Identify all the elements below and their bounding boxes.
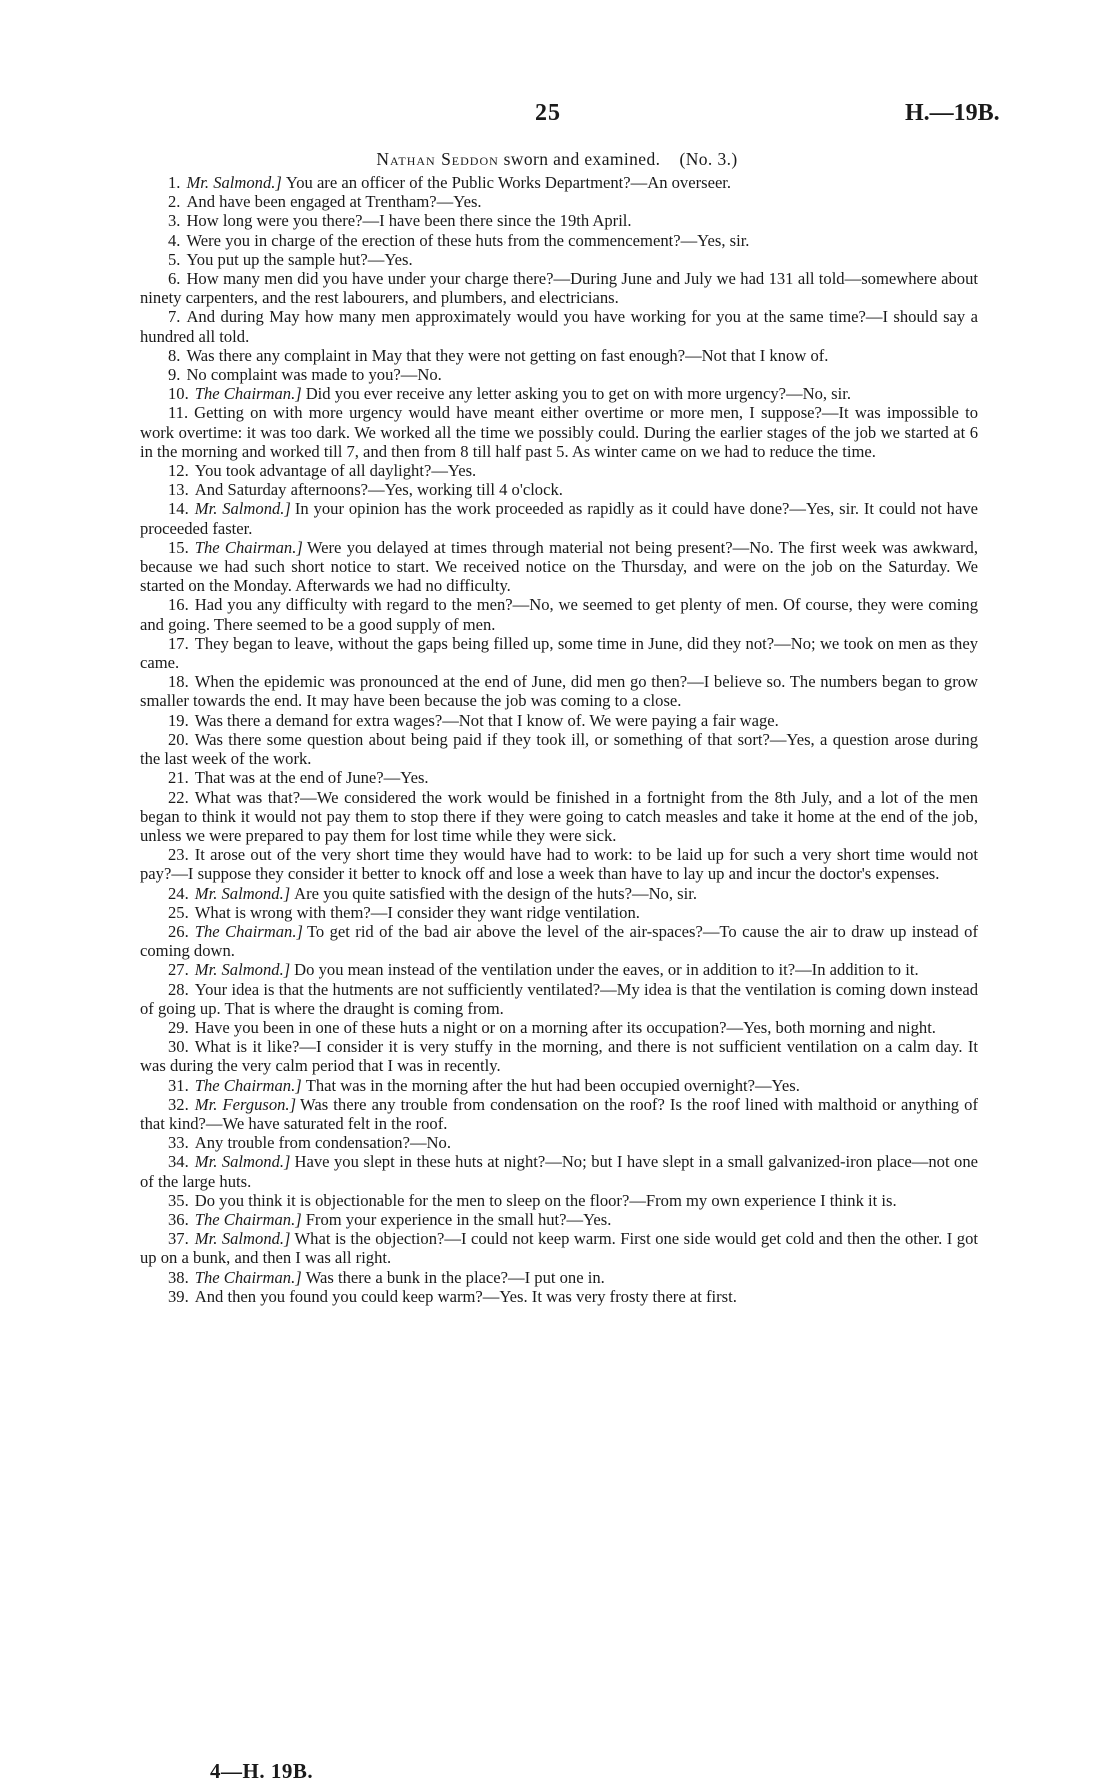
question-text: From your experience in the small hut?—Yes.	[305, 1209, 612, 1229]
speaker-name: Mr. Ferguson.]	[194, 1094, 297, 1114]
question-text: That was at the end of June?—Yes.	[194, 768, 429, 788]
question-paragraph	[140, 384, 978, 403]
question-paragraph	[140, 768, 978, 787]
question-text: You are an officer of the Public Works Department?—An overseer.	[285, 173, 732, 192]
question-number: 24.	[168, 883, 189, 903]
question-number: 33.	[168, 1133, 189, 1153]
question-paragraph	[140, 499, 978, 537]
speaker-name: The Chairman.]	[194, 921, 303, 941]
question-paragraph	[140, 903, 978, 922]
question-number: 5.	[168, 249, 181, 269]
witness-heading	[0, 149, 1114, 170]
question-paragraph	[140, 538, 978, 596]
question-paragraph	[140, 461, 978, 480]
question-text: Are you quite satisfied with the design of the huts?—No, sir.	[294, 883, 697, 903]
question-number: 16.	[168, 595, 189, 615]
question-text: And have been engaged at Trentham?—Yes.	[186, 192, 482, 212]
question-text: And then you found you could keep warm?—Yes. It was very frosty there at first.	[194, 1286, 737, 1306]
question-text: And Saturday afternoons?—Yes, working till 4 o'clock.	[194, 480, 563, 500]
question-number: 21.	[168, 768, 189, 788]
question-paragraph	[140, 1018, 978, 1037]
question-paragraph	[140, 211, 978, 230]
question-number: 13.	[168, 480, 189, 500]
speaker-name: Mr. Salmond.]	[194, 499, 291, 519]
question-text: Were you delayed at times through material not being present?—No. The first week was awkward, because we had such short notice to start. We received notice on the Thursday, and were on the job on the Saturday. We started on the Monday. Afterwards we had no difficulty.	[140, 537, 978, 596]
question-text: What is wrong with them?—I consider they want ridge ventilation.	[194, 902, 640, 922]
question-text: Do you mean instead of the ventilation under the eaves, or in addition to it?—In addition to it.	[294, 960, 919, 980]
speaker-name: Mr. Salmond.]	[194, 1152, 291, 1172]
question-text: In your opinion has the work proceeded as rapidly as it could have done?—Yes, sir. It could not have proceeded faster.	[140, 499, 978, 538]
question-number: 34.	[168, 1152, 189, 1172]
question-paragraph	[140, 711, 978, 730]
question-number: 10.	[168, 384, 189, 404]
question-text: Was there some question about being paid if they took ill, or something of that sort?—Yes, a question arose during the last week of the work.	[140, 729, 978, 769]
question-number: 29.	[168, 1017, 189, 1037]
question-number: 1.	[168, 173, 181, 192]
speaker-name: The Chairman.]	[194, 1075, 302, 1095]
page-number: 25	[535, 100, 561, 126]
question-text: Have you been in one of these huts a night or on a morning after its occupation?—Yes, both morning and night.	[194, 1017, 936, 1037]
question-paragraph	[140, 231, 978, 250]
question-number: 38.	[168, 1267, 189, 1287]
question-text: When the epidemic was pronounced at the end of June, did men go then?—I believe so. The numbers began to grow smaller towards the end. It may have been because the job was coming to a close.	[140, 672, 978, 711]
question-text: No complaint was made to you?—No.	[186, 365, 442, 385]
speaker-name: Mr. Salmond.]	[194, 960, 291, 980]
question-number: 30.	[168, 1037, 189, 1057]
question-text: To get rid of the bad air above the level of the air-spaces?—To cause the air to draw up instead of coming down.	[140, 921, 978, 961]
question-paragraph	[140, 480, 978, 499]
question-paragraph	[140, 1076, 978, 1095]
question-paragraph	[140, 1037, 978, 1075]
question-text: Did you ever receive any letter asking you to get on with more urgency?—No, sir.	[305, 384, 851, 404]
question-text: Had you any difficulty with regard to the men?—No, we seemed to get plenty of men. Of course, they were coming and going. There seemed to be a good supply of men.	[140, 595, 978, 634]
question-number: 36.	[168, 1209, 189, 1229]
question-text: It arose out of the very short time they would have had to work: to be laid up for such a very short time would not pay?—I suppose they consider it better to knock off and lose a week than have to lay up and incur the doctor's expenses.	[140, 845, 978, 884]
question-text: What was that?—We considered the work would be finished in a fortnight from the 8th July, and a lot of the men began to think it would not pay them to stop there if they were going to catch measles and take it home at the end of the job, unless we were prepared to pay them for lost time while they were sick.	[140, 787, 978, 845]
question-paragraph	[140, 884, 978, 903]
question-text: Any trouble from condensation?—No.	[194, 1133, 451, 1153]
question-paragraph	[140, 672, 978, 710]
speaker-name: The Chairman.]	[194, 537, 303, 557]
question-number: 19.	[168, 710, 189, 730]
question-number: 3.	[168, 211, 181, 231]
question-number: 28.	[168, 979, 189, 999]
question-number: 17.	[168, 633, 189, 653]
question-text: What is it like?—I consider it is very stuffy in the morning, and there is not sufficient ventilation on a calm day. It was during the very calm period that I was in recently.	[140, 1037, 978, 1076]
question-paragraph	[140, 365, 978, 384]
question-paragraph	[140, 1268, 978, 1287]
witness-number: (No. 3.)	[679, 149, 738, 169]
question-number: 39.	[168, 1286, 189, 1306]
speaker-name: Mr. Salmond.]	[186, 173, 282, 192]
speaker-name: The Chairman.]	[194, 1267, 302, 1287]
question-paragraph	[140, 1095, 978, 1133]
speaker-name: Mr. Salmond.]	[194, 883, 291, 903]
witness-name: Nathan Seddon	[376, 149, 499, 169]
question-number: 6.	[168, 269, 181, 289]
question-text: How many men did you have under your charge there?—During June and July we had 131 all told—somewhere about ninety carpenters, and the rest labourers, and plumbers, and electricians.	[140, 269, 978, 308]
question-number: 32.	[168, 1094, 189, 1114]
question-text: Getting on with more urgency would have meant either overtime or more men, I suppose?—It was impossible to work overtime: it was too dark. We worked all the time we possibly could. During the earlier stages of the job we started at 6 in the morning and worked till 7, and then from 8 till half past 5. As winter came on we had to reduce the time.	[140, 403, 978, 461]
question-text: You put up the sample hut?—Yes.	[186, 249, 413, 269]
question-number: 18.	[168, 672, 189, 692]
question-paragraph	[140, 307, 978, 345]
question-paragraph	[140, 1287, 978, 1306]
speaker-name: Mr. Salmond.]	[194, 1229, 291, 1249]
question-number: 11.	[168, 403, 189, 423]
question-number: 20.	[168, 729, 189, 749]
question-paragraph	[140, 346, 978, 365]
question-paragraph	[140, 922, 978, 960]
question-paragraph	[140, 250, 978, 269]
question-text: Have you slept in these huts at night?—No; but I have slept in a small galvanized-iron place—not one of the large huts.	[140, 1152, 979, 1191]
question-text: Were you in charge of the erection of these huts from the commencement?—Yes, sir.	[186, 230, 750, 250]
question-paragraph	[140, 730, 978, 768]
document-reference: H.—19B.	[905, 100, 1000, 126]
question-number: 23.	[168, 845, 189, 865]
question-text: What is the objection?—I could not keep warm. First one side would get cold and then the other. I got up on a bunk, and then I was all right.	[140, 1229, 978, 1268]
question-text: Was there any complaint in May that they were not getting on fast enough?—Not that I know of.	[186, 345, 829, 365]
question-number: 22.	[168, 787, 189, 807]
signature-mark: 4—H. 19B.	[210, 1759, 314, 1783]
question-text: Was there a bunk in the place?—I put one in.	[305, 1267, 605, 1287]
question-text: And during May how many men approximately would you have working for you at the same time?—I should say a hundred all told.	[140, 307, 978, 346]
question-text: That was in the morning after the hut had been occupied overnight?—Yes.	[305, 1075, 800, 1095]
question-paragraph	[140, 1152, 978, 1190]
question-paragraph	[140, 634, 978, 672]
question-number: 25.	[168, 902, 189, 922]
question-paragraph	[140, 1229, 978, 1267]
question-number: 7.	[168, 307, 181, 327]
question-paragraph	[140, 845, 978, 883]
question-paragraph	[140, 595, 978, 633]
question-text: You took advantage of all daylight?—Yes.	[194, 461, 477, 481]
question-number: 26.	[168, 921, 189, 941]
examination-transcript	[140, 173, 978, 1306]
speaker-name: The Chairman.]	[194, 384, 302, 404]
question-number: 27.	[168, 960, 189, 980]
speaker-name: The Chairman.]	[194, 1209, 302, 1229]
question-number: 31.	[168, 1075, 189, 1095]
question-text: Was there any trouble from condensation on the roof? Is the roof lined with malthoid or anything of that kind?—We have saturated felt in the roof.	[140, 1094, 979, 1133]
question-number: 8.	[168, 345, 181, 365]
question-text: They began to leave, without the gaps being filled up, some time in June, did they not?—No; we took on men as they came.	[140, 633, 978, 673]
question-paragraph	[140, 403, 978, 461]
question-paragraph	[140, 269, 978, 307]
question-number: 15.	[168, 537, 189, 557]
question-paragraph	[140, 980, 978, 1018]
question-number: 14.	[168, 499, 189, 519]
question-paragraph	[140, 960, 978, 979]
question-text: How long were you there?—I have been there since the 19th April.	[186, 211, 632, 231]
question-number: 2.	[168, 192, 181, 212]
question-number: 37.	[168, 1229, 189, 1249]
question-number: 35.	[168, 1190, 189, 1210]
question-text: Do you think it is objectionable for the men to sleep on the floor?—From my own experience I think it is.	[194, 1190, 897, 1210]
question-number: 9.	[168, 365, 181, 385]
question-text: Your idea is that the hutments are not sufficiently ventilated?—My idea is that the ventilation is coming down instead of going up. That is where the draught is coming from.	[140, 979, 978, 1018]
question-number: 12.	[168, 461, 189, 481]
question-paragraph	[140, 173, 978, 192]
question-text: Was there a demand for extra wages?—Not that I know of. We were paying a fair wage.	[194, 710, 779, 730]
question-paragraph	[140, 1191, 978, 1210]
witness-status: sworn and examined.	[503, 149, 661, 169]
question-paragraph	[140, 788, 978, 846]
question-paragraph	[140, 192, 978, 211]
question-paragraph	[140, 1210, 978, 1229]
question-paragraph	[140, 1133, 978, 1152]
question-number: 4.	[168, 230, 181, 250]
